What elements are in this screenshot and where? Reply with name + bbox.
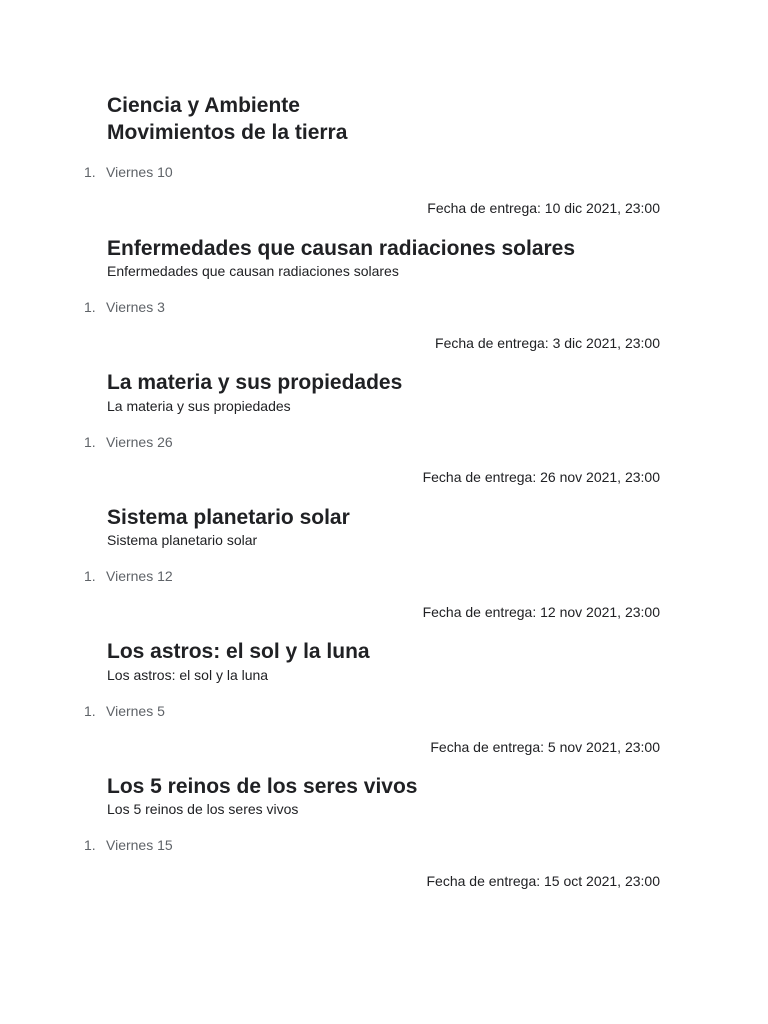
list-item [84, 163, 173, 181]
list-number: 1. [84, 568, 96, 584]
list-number: 1. [84, 299, 96, 315]
due-date: Fecha de entrega: 15 oct 2021, 23:00 [426, 873, 660, 889]
assignment-description-4: Sistema planetario solar [107, 532, 258, 548]
list-item-text: Viernes 5 [106, 703, 165, 719]
assignment-description-5: Los astros: el sol y la luna [107, 667, 269, 683]
assignment-title-1[interactable]: Movimientos de la tierra [107, 121, 348, 144]
list-item [84, 702, 165, 720]
assignment-header [107, 92, 667, 146]
due-date: Fecha de entrega: 26 nov 2021, 23:00 [422, 469, 660, 485]
due-date: Fecha de entrega: 5 nov 2021, 23:00 [430, 739, 660, 755]
list-item [84, 836, 173, 854]
list-number: 1. [84, 837, 96, 853]
list-number: 1. [84, 434, 96, 450]
due-date: Fecha de entrega: 3 dic 2021, 23:00 [435, 335, 660, 351]
due-date: Fecha de entrega: 10 dic 2021, 23:00 [427, 200, 660, 216]
list-number: 1. [84, 703, 96, 719]
assignment-title-2[interactable]: Enfermedades que causan radiaciones solares [107, 237, 576, 260]
list-item [84, 298, 165, 316]
list-item-text: Viernes 3 [106, 299, 165, 315]
list-item [84, 433, 173, 451]
assignment-title-6[interactable]: Los 5 reinos de los seres vivos [107, 775, 418, 798]
assignment-title-5[interactable]: Los astros: el sol y la luna [107, 640, 370, 663]
list-number: 1. [84, 164, 96, 180]
list-item-text: Viernes 26 [106, 434, 173, 450]
list-item [84, 567, 173, 585]
assignment-description-3: La materia y sus propiedades [107, 398, 291, 414]
assignment-description-2: Enfermedades que causan radiaciones solares [107, 263, 399, 279]
due-date: Fecha de entrega: 12 nov 2021, 23:00 [422, 604, 660, 620]
assignment-title-4[interactable]: Sistema planetario solar [107, 506, 350, 529]
assignment-description-6: Los 5 reinos de los seres vivos [107, 801, 299, 817]
list-item-text: Viernes 15 [106, 837, 173, 853]
list-item-text: Viernes 10 [106, 164, 173, 180]
course-title: Ciencia y Ambiente [107, 94, 300, 117]
list-item-text: Viernes 12 [106, 568, 173, 584]
assignment-title-3[interactable]: La materia y sus propiedades [107, 371, 403, 394]
